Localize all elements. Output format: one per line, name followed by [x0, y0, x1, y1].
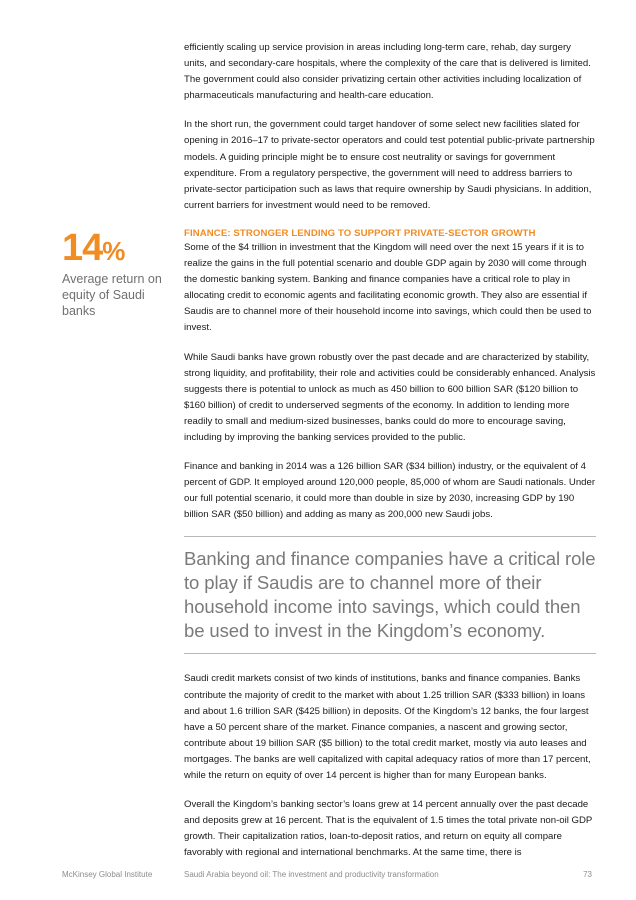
section-heading-finance: FINANCE: STRONGER LENDING TO SUPPORT PRIVATE-SECTOR GROWTH [184, 227, 536, 239]
stat-value: 14 [62, 227, 103, 269]
footer-report-title: Saudi Arabia beyond oil: The investment and productivity transformation [184, 870, 439, 879]
pull-quote [184, 536, 596, 654]
stat-number [62, 228, 172, 271]
footer-page-number: 73 [583, 870, 592, 879]
body-paragraph-finance-1: Some of the $4 trillion in investment that the Kingdom will need over the next 15 years if it is to realize the gains in the full potential scenario and double GDP again by 2030 will come through the domestic banking system. Banking and finance companies have a critical role to play in allocating credit to economic agents and facilitating economic growth. They also are essential if Saudis are to channel more of their household income into savings, which could then be used to invest. [184, 241, 592, 334]
pull-quote-text: Banking and finance companies have a critical role to play if Saudis are to channel more of their household income into savings, which could then be used to invest in the Kingdom’s economy. [184, 548, 596, 642]
sidebar-stat [62, 228, 172, 319]
stat-unit: % [102, 236, 126, 266]
body-paragraph-credit-markets: Saudi credit markets consist of two kinds of institutions, banks and finance companies. Banks contribute the majority of credit to the market with about 1.25 trillion SAR ($333 billion) in loans and about 1.6 trillion SAR ($425 billion) in deposits. Of the Kingdom’s 12 banks, the four largest have a 50 percent share of the market. Finance companies, a nascent and growing sector, contribute about 19 billion SAR ($5 billion) to the total credit market, mostly via auto leases and mortgages. The banks are well capitalized with capital adequacy ratios of more than 17 percent, while the return on equity of over 14 percent is higher than for many European banks. [184, 673, 591, 781]
body-paragraph-overall: Overall the Kingdom’s banking sector’s loans grew at 14 percent annually over the past decade and deposits grew at 16 percent. That is the equivalent of 1.5 times the total private non-oil GDP growth. Their capitalization ratios, loan-to-deposit ratios, and return on equity all compare favorably with regional and international benchmarks. At the same time, there is [184, 799, 593, 859]
body-paragraph-finance-3: Finance and banking in 2014 was a 126 billion SAR ($34 billion) industry, or the equivalent of 4 percent of GDP. It employed around 120,000 people, 85,000 of whom are Saudi nationals. Under our full potential scenario, it could more than double in size by 2030, increasing GDP by 190 billion SAR ($50 billion) and adding as many as 200,000 new Saudi jobs. [184, 461, 596, 521]
body-paragraph-finance-2: While Saudi banks have grown robustly over the past decade and are characterized by stability, strong liquidity, and profitability, their role and activities could be considerably enhanced. Analysis suggests there is potential to unlock as much as 450 billion to 600 billion SAR ($120 billion to $160 billion) of credit to underserved segments of the economy. In addition to lending more readily to small and medium-sized businesses, banks could do more to encourage saving, including by improving the banking services provided to the public. [184, 351, 596, 443]
main-column [184, 40, 596, 874]
footer-publisher: McKinsey Global Institute [62, 870, 153, 879]
body-paragraph-intro: efficiently scaling up service provision in areas including long-term care, rehab, day surgery units, and secondary-care hospitals, where the complexity of the care that is delivered is limited. The government could also consider privatizing certain other activities including localization of pharmaceuticals manufacturing and health-care education. [184, 42, 591, 102]
stat-caption: Average return on equity of Saudi banks [62, 272, 162, 318]
body-paragraph-short-run: In the short run, the government could target handover of some select new facilities slated for opening in 2016–17 to private-sector operators and could test potential public-private partnership models. A guiding principle might be to ensure cost neutrality or savings for government expenditure. From a regulatory perspective, the government will need to address barriers to private-sector participation such as laws that require ownership by Saudi physicians. In addition, current barriers for investment would need to be removed. [184, 119, 595, 211]
